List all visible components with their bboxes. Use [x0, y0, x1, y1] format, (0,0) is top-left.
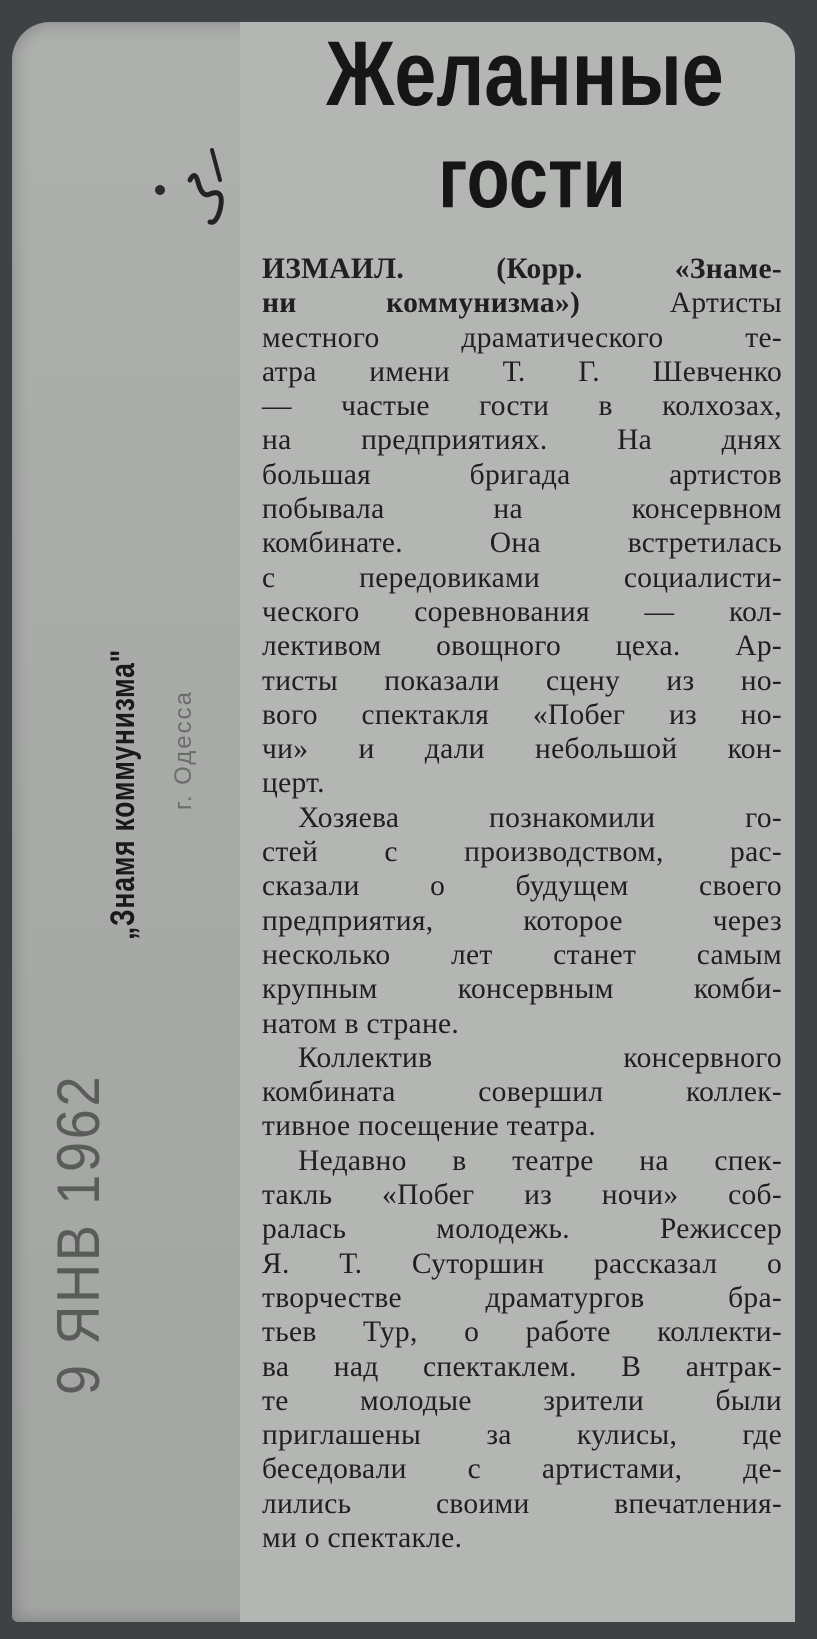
- article-line: Хозяева познакомили го-: [298, 801, 782, 834]
- article-line: церт.: [262, 767, 325, 800]
- article-line: лились своими впечатления-: [262, 1487, 782, 1520]
- article-line: — частые гости в колхозах,: [262, 390, 782, 423]
- article-line: тисты показали сцену из но-: [262, 664, 782, 697]
- date-stamp: 9 ЯНВ 1962: [45, 1073, 112, 1395]
- newspaper-stamp: „Знамя коммунизма": [104, 649, 142, 940]
- article-line: приглашены за кулисы, где: [262, 1419, 782, 1452]
- article-line: большая бригада артистов: [262, 458, 782, 491]
- article-line: творчестве драматургов бра-: [262, 1281, 782, 1314]
- article-line: несколько лет станет самым: [262, 938, 782, 971]
- article-line: ва над спектаклем. В антрак-: [262, 1350, 782, 1383]
- article-line: с передовиками социалисти-: [262, 561, 782, 594]
- article-line: Недавно в театре на спек-: [298, 1144, 782, 1177]
- article-body: [262, 252, 782, 1555]
- article-line: Я. Т. Суторшин рассказал о: [262, 1247, 782, 1280]
- article-line: такль «Побег из ночи» соб-: [262, 1179, 782, 1212]
- article-line: тьев Тур, о работе коллекти-: [262, 1316, 782, 1349]
- article-line: Коллектив консервного: [298, 1041, 782, 1074]
- article-line: натом в стране.: [262, 1007, 460, 1040]
- article-line: ческого соревнования — кол-: [262, 595, 782, 628]
- city-stamp: г. Одесса: [170, 690, 197, 810]
- article-line: ралась молодежь. Режиссер: [262, 1213, 782, 1246]
- article-line: тивное посещение театра.: [262, 1110, 596, 1143]
- article-line: чи» и дали небольшой кон-: [262, 733, 782, 766]
- article-line: лективом овощного цеха. Ар-: [262, 630, 782, 663]
- article-line: комбината совершил коллек-: [262, 1076, 782, 1109]
- article-line: те молодые зрители были: [262, 1384, 782, 1417]
- article-line: на предприятиях. На днях: [262, 424, 782, 457]
- pencil-mark-icon: [150, 140, 260, 240]
- article-line: крупным консервным комби-: [262, 973, 782, 1006]
- article-line: побывала на консервном: [262, 493, 782, 526]
- headline-line-2: гости: [438, 130, 626, 226]
- article-lead-line-2: ни коммунизма») Артисты: [262, 287, 782, 320]
- article-line: стей с производством, рас-: [262, 836, 782, 869]
- article-line: беседовали с артистами, де-: [262, 1453, 782, 1486]
- article-line: атра имени Т. Г. Шевченко: [262, 355, 782, 388]
- article-line: местного драматического те-: [262, 321, 782, 354]
- article-lead: ИЗМАИЛ. (Корр. «Знаме-: [262, 253, 782, 285]
- article-line: сказали о будущем своего: [262, 870, 782, 903]
- article-line: вого спектакля «Побег из но-: [262, 698, 782, 731]
- headline-line-1: Желанные: [326, 23, 724, 125]
- article-line: предприятия, которое через: [262, 904, 782, 937]
- article-line: ми о спектакле.: [262, 1521, 463, 1554]
- article-line: комбинате. Она встретилась: [262, 527, 782, 560]
